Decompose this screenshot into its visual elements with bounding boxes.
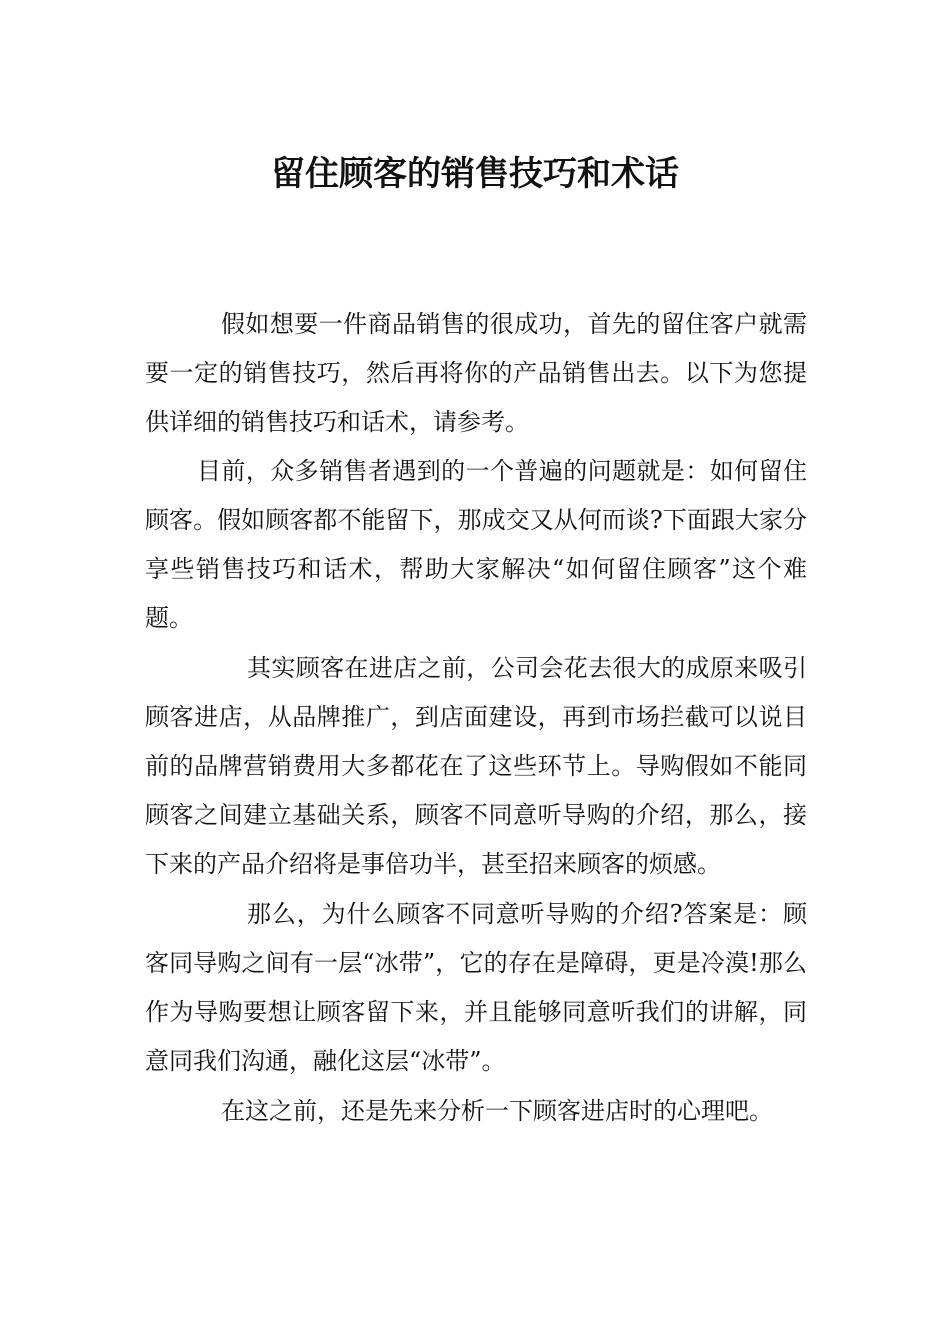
paragraph-5: 在这之前，还是先来分析一下顾客进店时的心理吧。 <box>221 1097 773 1125</box>
paragraph-1: 假如想要一件商品销售的很成功，首先的留住客户就需要一定的销售技巧，然后再将你的产品销售出去。以下为您提供详细的销售技巧和话术，请参考。 <box>145 310 807 436</box>
page-title: 留住顾客的销售技巧和术话 <box>271 154 679 194</box>
document-body <box>145 300 807 1136</box>
paragraph-4: 那么，为什么顾客不同意听导购的介绍?答案是：顾客同导购之间有一层“冰带”，它的存在是障碍，更是冷漠!那么作为导购要想让顾客留下来，并且能够同意听我们的讲解，同意同我们沟通，融化这层“冰带”。 <box>145 900 807 1075</box>
paragraph-3: 其实顾客在进店之前，公司会花去很大的成原来吸引顾客进店，从品牌推广，到店面建设，再到市场拦截可以说目前的品牌营销费用大多都花在了这些环节上。导购假如不能同顾客之间建立基础关系，顾客不同意听导购的介绍，那么，接下来的产品介绍将是事倍功半，甚至招来顾客的烦感。 <box>145 654 807 878</box>
paragraph-2: 目前，众多销售者遇到的一个普遍的问题就是：如何留住顾客。假如顾客都不能留下，那成交又从何而谈?下面跟大家分享些销售技巧和话术，帮助大家解决“如何留住顾客”这个难题。 <box>145 457 807 632</box>
